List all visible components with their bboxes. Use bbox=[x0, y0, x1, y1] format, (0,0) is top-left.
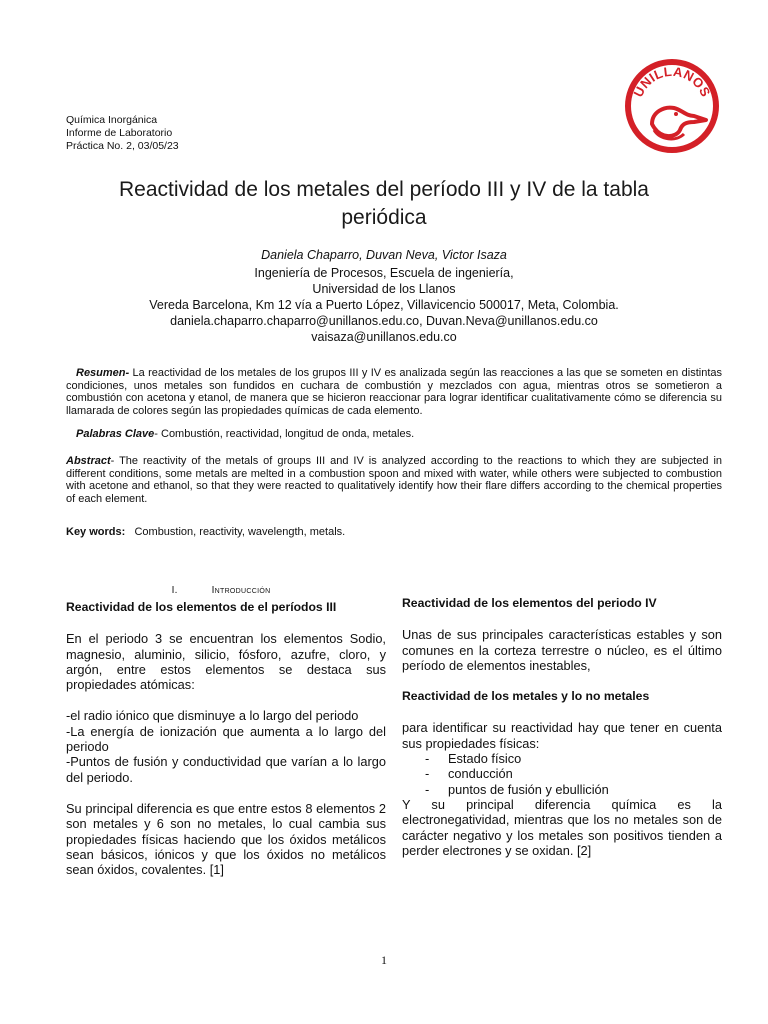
resumen-paragraph bbox=[66, 367, 722, 417]
document-type: Informe de Laboratorio bbox=[66, 127, 173, 139]
palabras-clave-paragraph bbox=[66, 428, 722, 441]
palabras-clave-label: Palabras Clave bbox=[76, 428, 155, 440]
course-name: Química Inorgánica bbox=[66, 114, 158, 126]
keywords-text: Combustion, reactivity, wavelength, metals. bbox=[134, 526, 346, 538]
abstract-paragraph bbox=[66, 455, 722, 505]
practice-info: Práctica No. 2, 03/05/23 bbox=[66, 140, 179, 152]
affiliation-line: Universidad de los Llanos bbox=[312, 282, 456, 296]
subsection-heading: Reactividad de los elementos del periodo IV bbox=[402, 596, 657, 610]
paragraph: En el periodo 3 se encuentran los elementos Sodio, magnesio, aluminio, silicio, fósforo, azufre, cloro, y argón, entre estos elementos se destaca sus propiedades atómicas: bbox=[66, 631, 386, 693]
abstract-text: - The reactivity of the metals of groups III and IV is analyzed according to the reactions to which they are subjected in different conditions, some metals are melted in a combustion spoon and mixed with water, while others were subjected to combustion with acetone and ethanol, so that they were reacted to qualitatively identify how their flare differs according to the chemical properties of each element. bbox=[66, 455, 722, 505]
property-line: -el radio iónico que disminuye a lo largo del periodo bbox=[66, 708, 359, 724]
document-header bbox=[66, 114, 179, 153]
email-line: daniela.chaparro.chaparro@unillanos.edu.co, Duvan.Neva@unillanos.edu.co bbox=[170, 314, 598, 328]
logo-wordmark: UNILLANOS bbox=[630, 63, 714, 100]
paragraph: Y su principal diferencia química es la electronegatividad, mientras que los no metales son de carácter negativo y los metales son positivos tienden a perder electrones y se oxidan. [2] bbox=[402, 796, 722, 858]
section-number: I. bbox=[171, 585, 178, 596]
affiliation-line: Ingeniería de Procesos, Escuela de ingeniería, bbox=[254, 266, 514, 280]
list-item: - puntos de fusión y ebullición bbox=[425, 781, 609, 797]
left-column bbox=[66, 600, 386, 877]
resumen-text: La reactividad de los metales de los grupos III y IV es analizada según las reacciones a las que se someten en distintas condiciones, unos metales son fundidos en cuchara de combustión y mezclados con agua, mientras otros se sometieron a combustión con acetona y etanol, de manera que se hicieron reaccionar para lograr identificar cualitativamente cómo se diferencia su llamarada de colores según las propiedades químicas de cada elemento. bbox=[66, 367, 722, 417]
paper-title: Reactividad de los metales del período III y IV de la tabla periódica bbox=[119, 178, 649, 229]
section-heading bbox=[66, 585, 376, 596]
authors: Daniela Chaparro, Duvan Neva, Victor Isaza bbox=[261, 248, 507, 262]
keywords-label: Key words: bbox=[66, 526, 126, 538]
subsection-heading: Reactividad de los metales y lo no metales bbox=[402, 689, 650, 704]
pelican-seal-logo-icon bbox=[624, 58, 720, 154]
paragraph: para identificar su reactividad hay que tener en cuenta sus propiedades físicas: bbox=[402, 720, 722, 751]
right-column bbox=[402, 596, 722, 858]
paragraph: Su principal diferencia es que entre estos 8 elementos 2 son metales y 6 son no metales, lo cual cambia sus propiedades físicas haciendo que los óxidos metálicos sean básicos, iónicos y que los óxidos no metálicos sean óxidos, covalentes. [1] bbox=[66, 800, 386, 878]
page-number: 1 bbox=[381, 953, 387, 967]
paragraph: Unas de sus principales características estables y son comunes en la corteza terrestre o núcleo, es el último período de elementos inestables, bbox=[402, 627, 722, 673]
list-item: - conducción bbox=[425, 766, 513, 782]
keywords-paragraph bbox=[66, 526, 722, 539]
palabras-clave-text: - Combustión, reactividad, longitud de onda, metales. bbox=[154, 428, 415, 440]
section-title: Introducción bbox=[211, 585, 271, 596]
property-list bbox=[402, 751, 722, 797]
unillanos-logo bbox=[624, 58, 720, 154]
address-line: Vereda Barcelona, Km 12 vía a Puerto López, Villavicencio 500017, Meta, Colombia. bbox=[149, 298, 619, 312]
abstract-label: Abstract bbox=[66, 455, 111, 467]
subsection-heading: Reactividad de los elementos de el períodos III bbox=[66, 600, 337, 614]
resumen-label: Resumen- bbox=[76, 367, 130, 379]
email-line: vaisaza@unillanos.edu.co bbox=[311, 330, 457, 344]
property-line: -La energía de ionización que aumenta a lo largo del periodo bbox=[66, 723, 386, 755]
property-line: -Puntos de fusión y conductividad que varían a lo largo del periodo. bbox=[66, 754, 386, 785]
list-item: - Estado físico bbox=[425, 751, 522, 767]
author-block bbox=[60, 247, 708, 345]
